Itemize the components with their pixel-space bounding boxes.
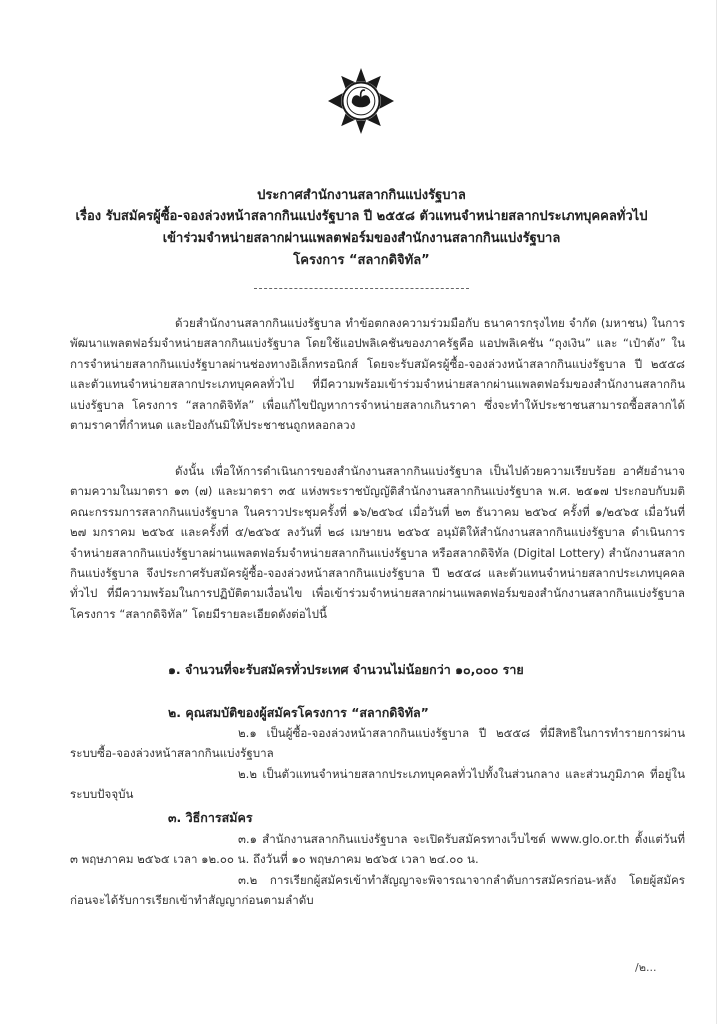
section-2-items: [70, 723, 685, 805]
section-3-1: ๓.๑ สำนักงานสลากกินแบ่งรัฐบาล จะเปิดรับสมัครทางเว็บไซต์ www.glo.or.th ตั้งแต่วันที่ ๓ พฤษภาคม ๒๕๖๕ เวลา ๑๒.๐๐ น. ถึงวันที่ ๑๐ พฤษภาคม ๒๕๖๕ เวลา ๒๔.๐๐ น.: [70, 832, 685, 867]
section-3-items: [70, 829, 685, 911]
next-page-marker: /๒...: [635, 961, 657, 974]
paragraph-2: ดังนั้น เพื่อให้การดำเนินการของสำนักงานสลากกินแบ่งรัฐบาล เป็นไปด้วยความเรียบร้อย อาศัยอำนาจตามความในมาตรา ๑๓ (๗) และมาตรา ๓๕ แห่งพระราชบัญญัติสำนักงานสลากกินแบ่งรัฐบาล พ.ศ. ๒๕๑๗ ประกอบกับมติคณะกรรมการสลากกินแบ่งรัฐบาล ในคราวประชุมครั้งที่ ๑๖/๒๕๖๔ เมื่อวันที่ ๒๓ ธันวาคม ๒๕๖๔ ครั้งที่ ๑/๒๕๖๕ เมื่อวันที่ ๒๗ มกราคม ๒๕๖๕ และครั้งที่ ๕/๒๕๖๕ ลงวันที่ ๒๘ เมษายน ๒๕๖๕ อนุมัติให้สำนักงานสลากกินแบ่งรัฐบาล ดำเนินการจำหน่ายสลากกินแบ่งรัฐบาลผ่านแพลตฟอร์มจำหน่ายสลากกินแบ่งรัฐบาล หรือสลากดิจิทัล (Digital Lottery) สำนักงานสลากกินแบ่งรัฐบาล จึงประกาศรับสมัครผู้ซื้อ-จองล่วงหน้าสลากกินแบ่งรัฐบาล ปี ๒๕๕๘ และตัวแทนจำหน่ายสลากประเภทบุคคลทั่วไป ที่มีความพร้อมในการปฏิบัติตามเงื่อนไข เพื่อเข้าร่วมจำหน่ายสลากผ่านแพลตฟอร์มของสำนักงานสลากกินแบ่งรัฐบาล โครงการ “สลากดิจิทัล” โดยมีรายละเอียดดังต่อไปนี้: [70, 464, 685, 621]
authority-paragraph: [70, 461, 685, 624]
announcement-subject-line2: เข้าร่วมจำหน่ายสลากผ่านแพลตฟอร์มของสำนักงานสลากกินแบ่งรัฐบาล: [162, 231, 561, 246]
intro-paragraph: [70, 313, 685, 435]
section-1-heading: ๑. จำนวนที่จะรับสมัครทั่วประเทศ จำนวนไม่น้อยกว่า ๑๐,๐๐๐ ราย: [168, 662, 524, 677]
section-2-heading: ๒. คุณสมบัติของผู้สมัครโครงการ “สลากดิจิทัล”: [168, 705, 429, 720]
project-name: โครงการ “สลากดิจิทัล”: [293, 253, 430, 268]
page-edge: [716, 0, 717, 1024]
announcement-title: ประกาศสำนักงานสลากกินแบ่งรัฐบาล: [257, 188, 466, 203]
section-3-heading: ๓. วิธีการสมัคร: [168, 810, 253, 825]
announcement-subject: เรื่อง รับสมัครผู้ซื้อ-จองล่วงหน้าสลากกินแบ่งรัฐบาล ปี ๒๕๕๘ ตัวแทนจำหน่ายสลากประเภทบุคคลทั่วไป: [75, 209, 648, 224]
section-2-2: ๒.๒ เป็นตัวแทนจำหน่ายสลากประเภทบุคคลทั่วไปทั้งในส่วนกลาง และส่วนภูมิภาค ที่อยู่ในระบบปัจจุบัน: [70, 766, 685, 802]
paragraph-1: ด้วยสำนักงานสลากกินแบ่งรัฐบาล ทำข้อตกลงความร่วมมือกับ ธนาคารกรุงไทย จำกัด (มหาชน) ในการพัฒนาแพลตฟอร์มจำหน่ายสลากกินแบ่งรัฐบาล โดยใช้แอปพลิเคชันของภาครัฐคือ แอปพลิเคชัน “ถุงเงิน” และ “เป๋าตัง” ในการจำหน่ายสลากกินแบ่งรัฐบาลผ่านช่องทางอิเล็กทรอนิกส์ โดยจะรับสมัครผู้ซื้อ-จองล่วงหน้าสลากกินแบ่งรัฐบาล ปี ๒๕๕๘ และตัวแทนจำหน่ายสลากประเภทบุคคลทั่วไป ที่มีความพร้อมเข้าร่วมจำหน่ายสลากผ่านแพลตฟอร์มของสำนักงานสลากกินแบ่งรัฐบาล โครงการ “สลากดิจิทัล” เพื่อแก้ไขปัญหาการจำหน่ายสลากเกินราคา ซึ่งจะทำให้ประชาชนสามารถซื้อสลากได้ตามราคาที่กำหนด และป้องกันมิให้ประชาชนถูกหลอกลวง: [70, 316, 685, 433]
title-separator: [254, 288, 469, 289]
glo-emblem-icon: [328, 68, 394, 134]
section-2-1: ๒.๑ เป็นผู้ซื้อ-จองล่วงหน้าสลากกินแบ่งรัฐบาล ปี ๒๕๕๘ ที่มีสิทธิในการทำรายการผ่านระบบซื้อ-จองล่วงหน้าสลากกินแบ่งรัฐบาล: [70, 726, 685, 761]
section-3-2: ๓.๒ การเรียกผู้สมัครเข้าทำสัญญาจะพิจารณาจากลำดับการสมัครก่อน-หลัง โดยผู้สมัครก่อนจะได้รับการเรียกเข้าทำสัญญาก่อนตามลำดับ: [70, 872, 685, 908]
